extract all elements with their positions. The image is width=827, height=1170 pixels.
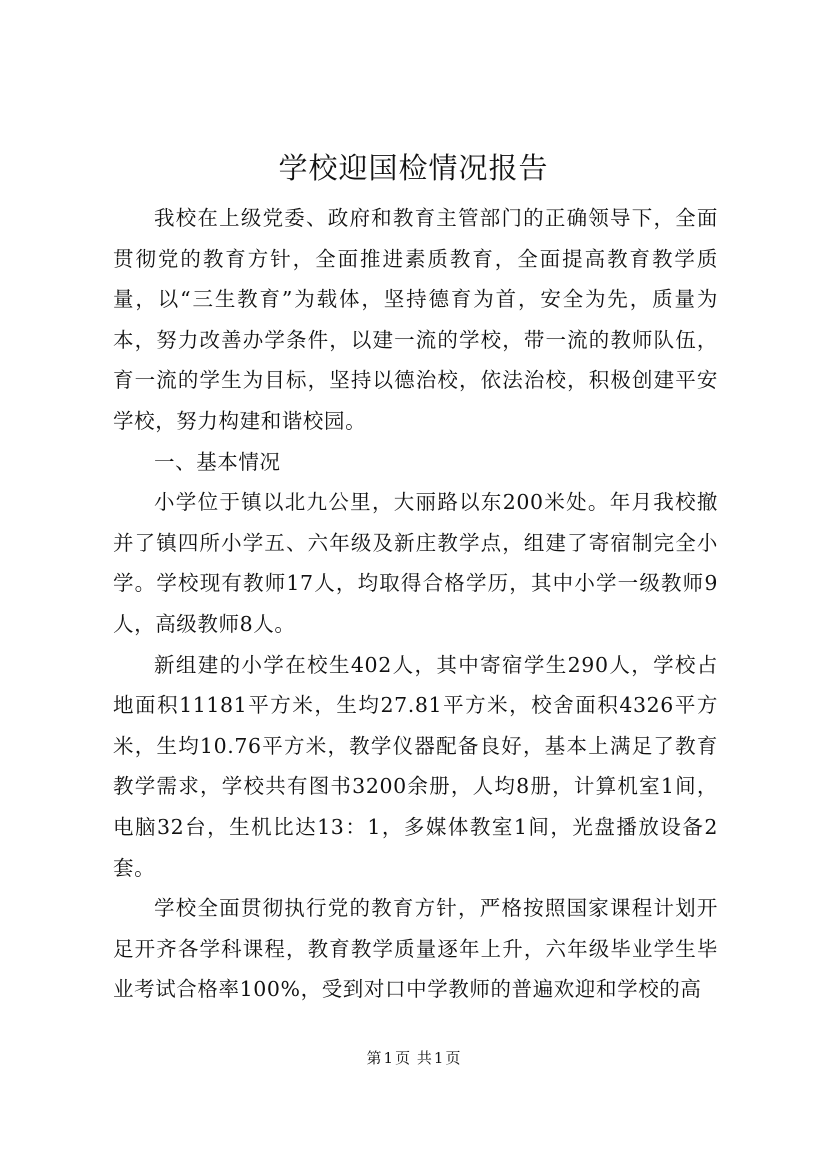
- footer-total-pages: 1: [433, 1049, 444, 1067]
- footer-total-prefix: 共: [416, 1049, 432, 1067]
- page-footer: [0, 1048, 827, 1068]
- document-title: 学校迎国检情况报告: [278, 151, 549, 185]
- footer-page-number: 1: [383, 1049, 394, 1067]
- footer-total-unit: 页: [445, 1049, 461, 1067]
- paragraph-curriculum: 学校全面贯彻执行党的教育方针，严格按照国家课程计划开足开齐各学科课程，教育教学质量逐年上升，六年级毕业学生毕业考试合格率100%，受到对口中学教师的普遍欢迎和学校的高: [113, 896, 718, 1002]
- footer-page-unit: 页: [395, 1049, 411, 1067]
- paragraph-facilities: 新组建的小学在校生402人，其中寄宿学生290人，学校占地面积11181平方米，生均27.81平方米，校舍面积4326平方米，生均10.76平方米，教学仪器配备良好，基本上满足了教育教学需求，学校共有图书3200余册，人均8册，计算机室1间，电脑32台，生机比达13：1，多媒体教室1间，光盘播放设备2套。: [113, 652, 718, 880]
- section-heading-basic-info: 一、基本情况: [154, 449, 281, 474]
- paragraph-location: 小学位于镇以北九公里，大丽路以东200米处。年月我校撤并了镇四所小学五、六年级及新庄教学点，组建了寄宿制完全小学。学校现有教师17人，均取得合格学历，其中小学一级教师9人，高级教师8人。: [113, 490, 718, 636]
- paragraph-intro: 我校在上级党委、政府和教育主管部门的正确领导下，全面贯彻党的教育方针，全面推进素质教育，全面提高教育教学质量，以“三生教育”为载体，坚持德育为首，安全为先，质量为本，努力改善办学条件，以建一流的学校，带一流的教师队伍，育一流的学生为目标，坚持以德治校，依法治校，积极创建平安学校，努力构建和谐校园。: [113, 206, 718, 433]
- footer-page-prefix: 第: [366, 1049, 382, 1067]
- document-body: [113, 198, 718, 1010]
